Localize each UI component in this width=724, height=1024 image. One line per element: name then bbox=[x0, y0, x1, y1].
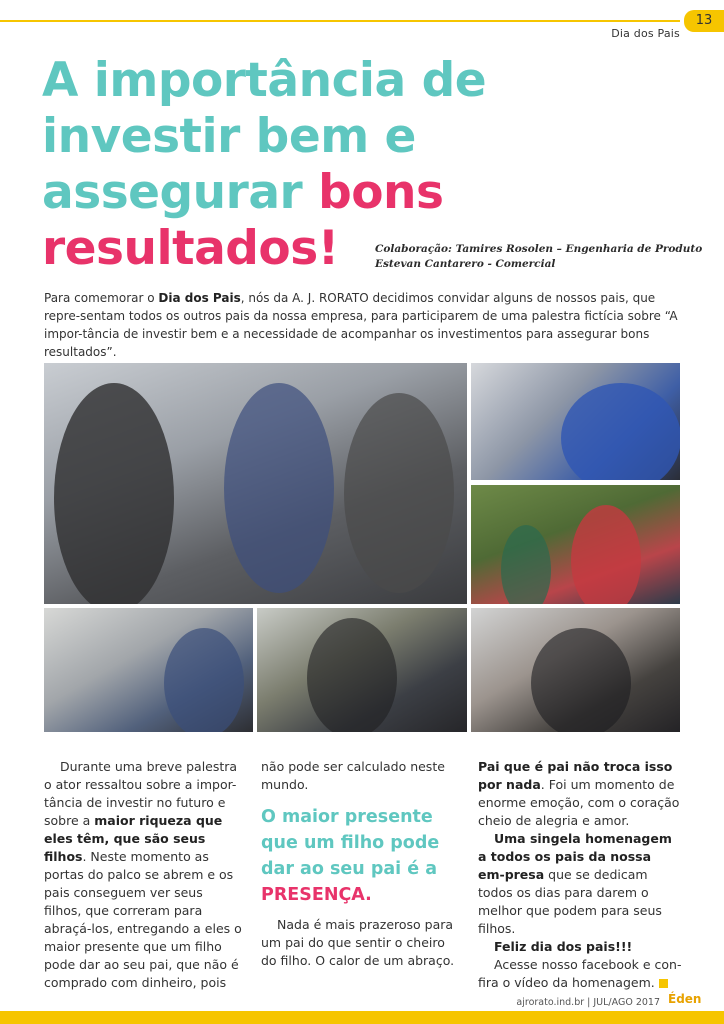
column-2-text-b: Nada é mais prazeroso para um pai do que sentir o cheiro do filho. O calor de um abraço. bbox=[261, 917, 455, 968]
headline-line-4-pink: resultados! bbox=[42, 221, 339, 276]
body-column-1 bbox=[44, 758, 244, 992]
photo-family-group bbox=[471, 485, 680, 604]
pull-quote-pink: PRESENÇA. bbox=[261, 885, 372, 905]
credit-line-2: Estevan Cantarero - Comercial bbox=[375, 258, 556, 270]
headline-line-1: A importância de bbox=[42, 53, 487, 108]
column-3-paragraph-2 bbox=[478, 830, 682, 938]
column-1-text-a: Durante uma breve palestra o ator ressaltou sobre a impor-tância de investir no futuro e sobre a bbox=[44, 759, 238, 828]
intro-highlight: Dia dos Pais bbox=[158, 291, 241, 305]
column-3-text-b: que se dedicam todos os dias para darem o melhor que podem para seus filhos. bbox=[478, 867, 662, 936]
column-1-paragraph bbox=[44, 758, 244, 992]
column-3-paragraph-4 bbox=[478, 956, 682, 992]
photo-father-and-son bbox=[44, 608, 253, 732]
photo-audience bbox=[257, 608, 467, 732]
column-3-paragraph-1 bbox=[478, 758, 682, 830]
body-column-3 bbox=[478, 758, 682, 992]
top-rule bbox=[0, 20, 680, 22]
column-3-bold-b: Uma singela homenagem a todos os pais da nossa em-presa bbox=[478, 831, 672, 882]
photo-daughters bbox=[471, 608, 680, 732]
photo-embrace-close-up bbox=[471, 363, 680, 480]
intro-after: , nós da A. J. RORATO decidimos convidar alguns de nossos pais, que repre-sentam todos os outros pais da nossa empresa, para participarem de uma palestra fictícia sobre “A impor-tância de investir bem e a necessidade de acompanhar os investimentos para assegurar bons resultados”. bbox=[44, 291, 678, 359]
intro-paragraph bbox=[44, 289, 682, 361]
headline-line-3-teal: assegurar bbox=[42, 165, 319, 220]
footer-url-issue: ajrorato.ind.br | JUL/AGO 2017 bbox=[516, 997, 660, 1008]
column-2-text-a: não pode ser calculado neste mundo. bbox=[261, 759, 445, 792]
section-label: Dia dos Pais bbox=[611, 27, 680, 40]
bottom-bar bbox=[0, 1011, 724, 1024]
photo-hugging-fathers bbox=[44, 363, 467, 604]
footer-brand-logo: Éden bbox=[668, 992, 702, 1006]
column-1-bold: maior riqueza que eles têm, que são seus filhos bbox=[44, 813, 223, 864]
pull-quote bbox=[261, 804, 461, 908]
column-3-bold-c: Feliz dia dos pais!!! bbox=[494, 939, 633, 954]
column-3-text-a: . Foi um momento de enorme emoção, com o coração cheio de alegria e amor. bbox=[478, 777, 680, 828]
credit-line-1: Colaboração: Tamires Rosolen – Engenharia de Produto bbox=[375, 243, 703, 255]
intro-before: Para comemorar o bbox=[44, 291, 159, 305]
page-number: 13 bbox=[684, 10, 724, 32]
body-column-2 bbox=[261, 758, 461, 970]
end-mark-icon bbox=[659, 979, 668, 988]
article-credits bbox=[375, 242, 702, 272]
pull-quote-teal: O maior presente que um filho pode dar ao seu pai é a bbox=[261, 807, 440, 879]
column-1-text-b: . Neste momento as portas do palco se abrem e os pais conseguem ver seus filhos, que correram para abraçá-los, entregando a eles o maior presente que um filho pode dar ao seu pai, que não é comprado com dinheiro, pois bbox=[44, 849, 242, 990]
column-3-text-c: Acesse nosso facebook e con-fira o vídeo da homenagem. bbox=[478, 957, 682, 990]
headline-line-2: investir bem e bbox=[42, 109, 416, 164]
headline-line-3-pink: bons bbox=[318, 165, 444, 220]
column-3-bold-a: Pai que é pai não troca isso por nada bbox=[478, 759, 673, 792]
